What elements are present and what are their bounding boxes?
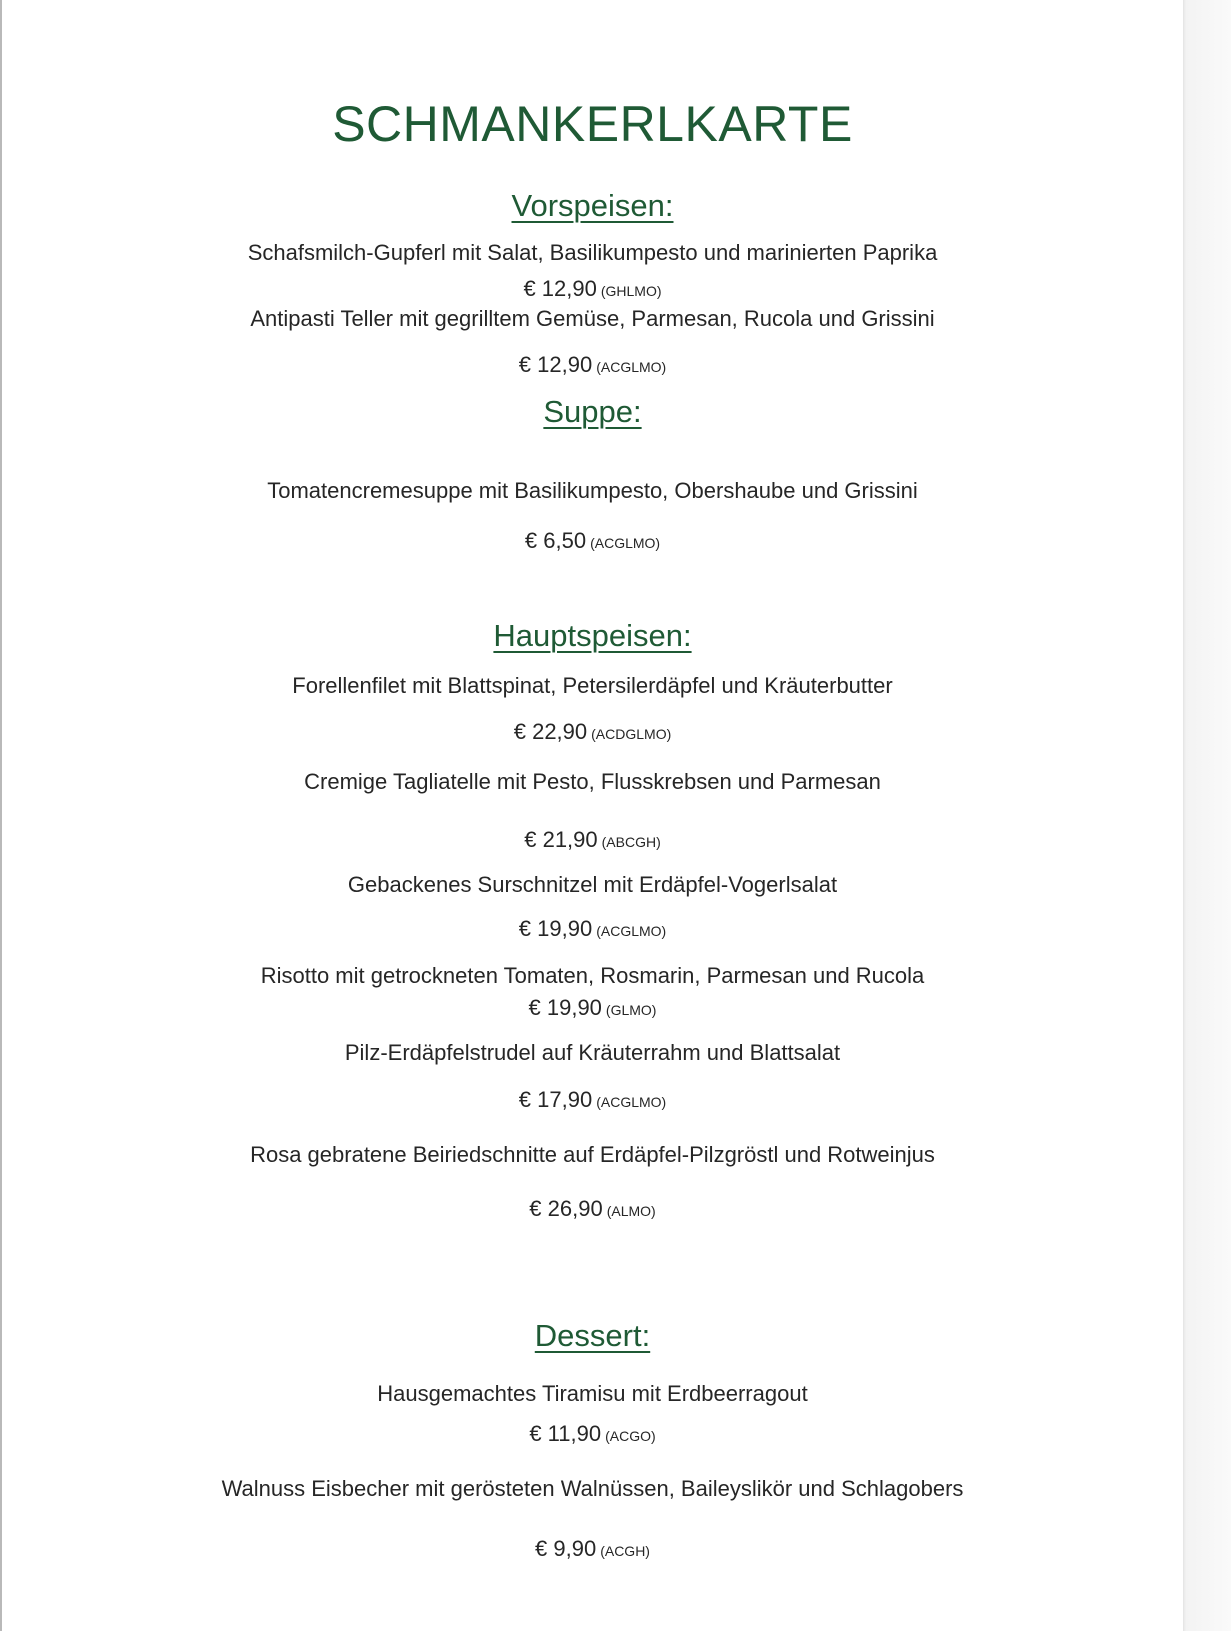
menu-item-price-line	[2, 276, 1183, 302]
section-heading-dessert: Dessert:	[534, 1318, 651, 1353]
menu-item-allergens: (ACGO)	[605, 1428, 656, 1444]
menu-item-price-line	[2, 528, 1183, 554]
menu-item-name: Cremige Tagliatelle mit Pesto, Flusskrebsen und Parmesan	[304, 769, 881, 794]
menu-item-price-line	[2, 827, 1183, 853]
menu-item-price: € 22,90	[513, 719, 588, 744]
menu-item-allergens: (ALMO)	[606, 1203, 656, 1219]
menu-item-allergens: (GLMO)	[605, 1002, 657, 1018]
menu-item-price-line	[2, 1087, 1183, 1113]
menu-item-price: € 17,90	[518, 1087, 593, 1112]
menu-item-price: € 19,90	[528, 995, 602, 1020]
menu-item-name: Risotto mit getrockneten Tomaten, Rosmarin, Parmesan und Rucola	[260, 963, 925, 988]
menu-item-name: Pilz-Erdäpfelstrudel auf Kräuterrahm und Blattsalat	[344, 1040, 841, 1065]
menu-item-allergens: (ABCGH)	[601, 834, 661, 850]
menu-item-price-line	[2, 1536, 1183, 1562]
menu-item-allergens: (ACGH)	[600, 1543, 650, 1559]
menu-item-name: Hausgemachtes Tiramisu mit Erdbeerragout	[377, 1381, 808, 1406]
menu-item-allergens: (GHLMO)	[600, 283, 662, 299]
menu-title: SCHMANKERLKARTE	[332, 96, 853, 152]
menu-item-name: Forellenfilet mit Blattspinat, Petersilerdäpfel und Kräuterbutter	[292, 673, 893, 698]
menu-page	[2, 0, 1183, 1631]
menu-item-name: Schafsmilch-Gupferl mit Salat, Basilikumpesto und marinierten Paprika	[247, 240, 938, 265]
menu-item-price-line	[2, 1421, 1183, 1447]
section-heading-suppe: Suppe:	[543, 394, 642, 429]
menu-item-allergens: (ACGLMO)	[596, 1094, 667, 1110]
menu-item-price: € 19,90	[518, 916, 593, 941]
section-heading-hauptspeisen: Hauptspeisen:	[493, 618, 692, 653]
menu-item-name: Tomatencremesuppe mit Basilikumpesto, Obershaube und Grissini	[267, 478, 918, 503]
menu-item-price-line	[2, 916, 1183, 942]
menu-item-allergens: (ACGLMO)	[596, 923, 667, 939]
menu-item-price: € 6,50	[524, 528, 587, 553]
menu-item-name: Walnuss Eisbecher mit gerösteten Walnüssen, Baileyslikör und Schlagobers	[221, 1476, 964, 1501]
menu-item-allergens: (ACDGLMO)	[591, 726, 672, 742]
page-right-margin	[1183, 0, 1231, 1631]
menu-item-price-line	[2, 352, 1183, 378]
menu-item-name: Antipasti Teller mit gegrilltem Gemüse, Parmesan, Rucola und Grissini	[250, 306, 935, 331]
menu-item-allergens: (ACGLMO)	[596, 359, 667, 375]
menu-item-allergens: (ACGLMO)	[590, 535, 661, 551]
menu-item-price: € 26,90	[529, 1196, 603, 1221]
menu-item-name: Gebackenes Surschnitzel mit Erdäpfel-Vogerlsalat	[347, 872, 838, 897]
menu-item-price-line	[2, 995, 1183, 1021]
menu-item-price-line	[2, 1196, 1183, 1222]
menu-item-price: € 12,90	[523, 276, 597, 301]
menu-item-name: Rosa gebratene Beiriedschnitte auf Erdäpfel-Pilzgröstl und Rotweinjus	[250, 1142, 935, 1167]
menu-item-price: € 12,90	[518, 352, 593, 377]
menu-item-price: € 11,90	[529, 1421, 602, 1446]
menu-item-price: € 9,90	[535, 1536, 597, 1561]
menu-item-price: € 21,90	[524, 827, 598, 852]
menu-item-price-line	[2, 719, 1183, 745]
section-heading-vorspeisen: Vorspeisen:	[511, 188, 674, 223]
